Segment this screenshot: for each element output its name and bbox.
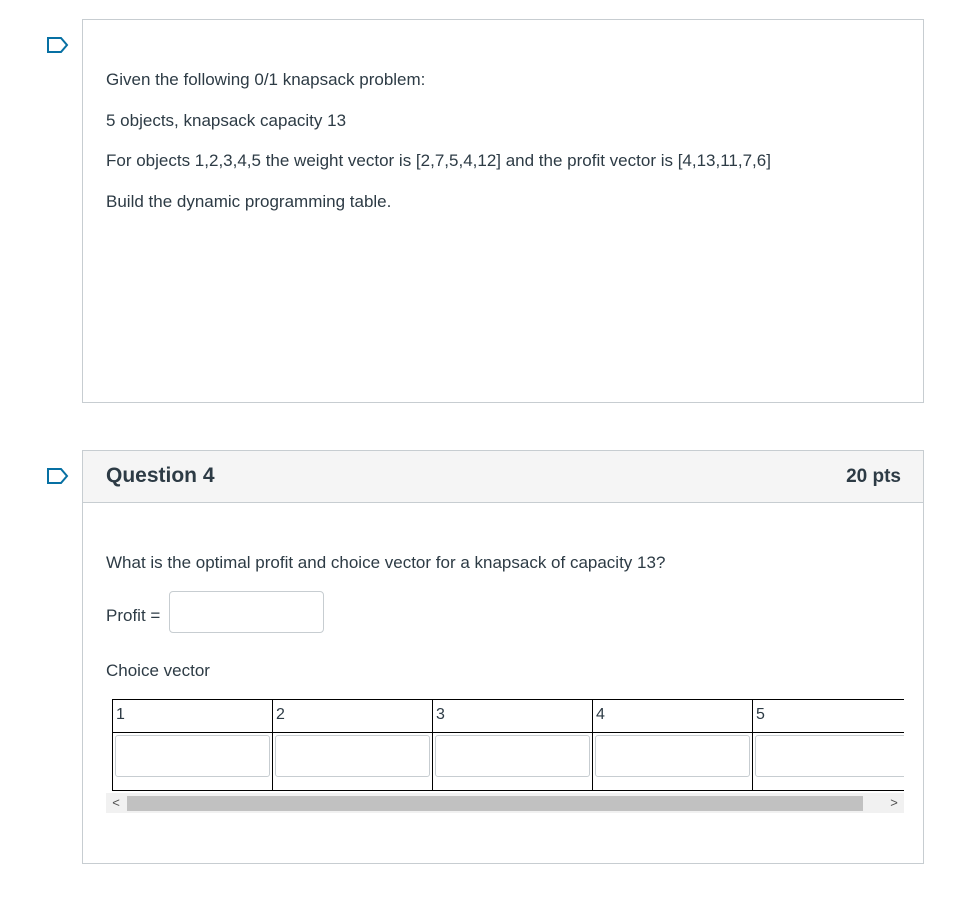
- choice-vector-label: Choice vector: [106, 661, 210, 680]
- choice-vector-table-container: [106, 699, 904, 793]
- choice-input-5[interactable]: [755, 735, 904, 777]
- horizontal-scrollbar[interactable]: [106, 793, 904, 813]
- choice-header-5: 5: [753, 700, 905, 733]
- problem-statement-card: [82, 19, 924, 403]
- choice-vector-table: [112, 699, 904, 791]
- profit-input[interactable]: [169, 591, 324, 633]
- scroll-thumb[interactable]: [127, 796, 863, 811]
- flag-question-icon[interactable]: [47, 37, 67, 51]
- choice-input-2[interactable]: [275, 735, 430, 777]
- problem-line-3: For objects 1,2,3,4,5 the weight vector is [2,7,5,4,12] and the profit vector is [4,13,11,7,6]: [106, 151, 771, 170]
- problem-line-2: 5 objects, knapsack capacity 13: [106, 111, 347, 130]
- scroll-left-arrow-icon[interactable]: <: [112, 795, 120, 810]
- profit-label: Profit =: [106, 606, 161, 625]
- choice-header-1: 1: [113, 700, 273, 733]
- problem-line-1: Given the following 0/1 knapsack problem:: [106, 70, 426, 89]
- question-header: [83, 451, 923, 503]
- choice-header-3: 3: [433, 700, 593, 733]
- choice-input-1[interactable]: [115, 735, 270, 777]
- question-prompt: What is the optimal profit and choice vector for a knapsack of capacity 13?: [106, 553, 666, 572]
- question-card: [82, 450, 924, 864]
- flag-question-icon[interactable]: [47, 468, 67, 482]
- choice-input-4[interactable]: [595, 735, 750, 777]
- question-points: 20 pts: [846, 466, 901, 487]
- choice-header-4: 4: [593, 700, 753, 733]
- scroll-right-arrow-icon[interactable]: >: [890, 795, 898, 810]
- choice-input-3[interactable]: [435, 735, 590, 777]
- choice-header-2: 2: [273, 700, 433, 733]
- problem-line-4: Build the dynamic programming table.: [106, 192, 392, 211]
- question-title: Question 4: [106, 464, 215, 487]
